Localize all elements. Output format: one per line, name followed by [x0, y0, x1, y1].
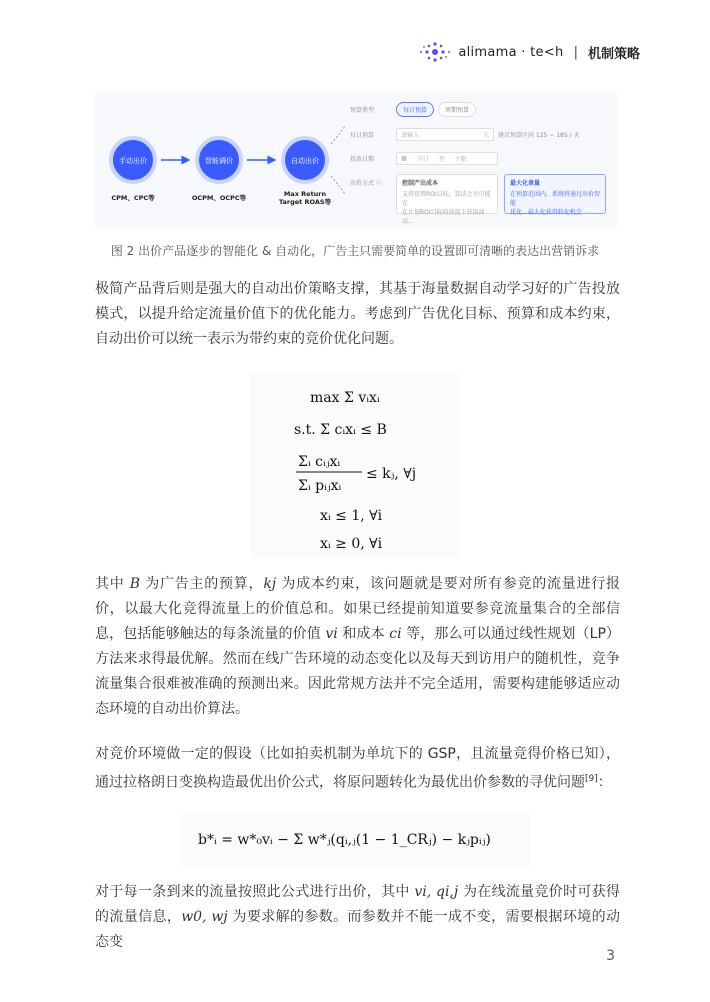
node-auto-label: 自动出价 — [291, 157, 319, 165]
figure-bidding-evolution — [95, 92, 617, 228]
paragraph-1: 极简产品背后则是强大的自动出价策略支撑，其基于海量数据自动学习好的广告投放模式，以提升给定流量价值下的优化能力。考虑到广告优化目标、预算和成本约束，自动出价可以统一表示为带约束的竞价优化问题。 — [95, 281, 620, 347]
formula-line-1: max Σ vᵢxᵢ — [310, 390, 380, 406]
formula-optimal-bid-svg — [180, 812, 530, 866]
end-date: 不限 — [454, 156, 467, 163]
budget-hint: 建议预算区间 125 ~ 185 / 天 — [498, 132, 580, 139]
form-label: 预算类型 — [350, 107, 375, 114]
formula-optimization-svg — [250, 372, 460, 558]
dashed-connector — [331, 126, 345, 144]
node-manual-label: 手动出价 — [119, 157, 147, 165]
formula-line-4: xᵢ ≤ 1, ∀i — [320, 508, 383, 524]
card-title: 控制产出成本 — [402, 180, 439, 187]
formula-line-3-rhs: ≤ kⱼ, ∀j — [366, 466, 417, 482]
figure-caption: 图 2 出价产品逐步的智能化 & 自动化，广告主只需要简单的设置即可清晰的表达出营销诉求 — [110, 244, 600, 258]
brand-name: alimama · te<h — [458, 44, 564, 60]
section-title: 机制策略 — [587, 46, 640, 62]
calendar-icon: ▦ — [401, 155, 407, 162]
form-label: 投放日期 — [350, 156, 375, 163]
node-manual-sub: CPM、CPC等 — [111, 194, 155, 202]
dashed-connector — [331, 176, 345, 194]
form-row-bid-mode — [350, 178, 392, 187]
card-control-cost[interactable] — [396, 174, 498, 225]
form-row-daily-budget — [350, 128, 580, 141]
paragraph-3: 对竞价环境做一定的假设（比如拍卖机制为单坑下的 GSP，且流量竞得价格已知），通过拉格朗日变换构造最优出价公式，将原问题转化为最优出价参数的寻优问题[9]： — [95, 746, 620, 791]
formula-line-3-num: Σᵢ cᵢⱼxᵢ — [298, 454, 341, 470]
date-to: 至 — [438, 156, 445, 163]
date-range-picker[interactable] — [396, 152, 498, 165]
card-desc: 支持设置ROI目标，算法会尽可能在 在计划ROI目标的前提下获取商品... — [402, 191, 491, 225]
node-auto-bid — [279, 138, 332, 206]
citation: [9] — [585, 774, 598, 784]
paragraph-4: 对于每一条到来的流量按照此公式进行出价，其中 vi, qi,j 为在线流量竞价时可获得的流量信息，w0, wj 为要求解的参数。而参数并不能一成不变，需要根据环境的动态变 — [95, 884, 621, 950]
option-period-budget[interactable]: 周期预算 — [438, 102, 476, 117]
formula-line-5: xᵢ ≥ 0, ∀i — [320, 536, 383, 552]
form-label: 每日预算 — [350, 132, 375, 139]
node-smart-bid — [192, 138, 247, 202]
header-separator: | — [573, 44, 578, 60]
formula-line-2: s.t. Σ cᵢxᵢ ≤ B — [294, 422, 387, 438]
option-daily-budget[interactable]: 每日预算 — [396, 102, 434, 117]
form-row-dates — [350, 152, 498, 165]
formula-line-3-den: Σᵢ pᵢⱼxᵢ — [298, 478, 342, 494]
daily-budget-input[interactable] — [396, 128, 494, 141]
bid-settings-form — [350, 98, 612, 225]
formula-bid-text: b*ᵢ = w*₀vᵢ − Σ w*ⱼ(qᵢ,ⱼ(1 − 1_CRⱼ) − kⱼpᵢⱼ) — [198, 832, 491, 848]
card-max-volume[interactable] — [504, 174, 606, 214]
paragraph-2: 其中 B 为广告主的预算，kj 为成本约束，该问题就是要对所有参竞的流量进行报价，以最大化竞得流量上的价值总和。如果已经提前知道要参竞流量集合的全部信息，包括能够触达的每条流量的价值 vi 和成本 ci 等，那么可以通过线性规划（LP）方法来求得最优解。然而在线广告环境的动态变化以及每天到访用户的随机性，竞争流量集合很难被准确的预测出来。因此常规方法并不完全适用，需要构建能够适应动态环境的自动出价算法。 — [95, 576, 621, 717]
node-auto-sub-1: Max Return — [283, 190, 327, 198]
node-smart-label: 智能调价 — [205, 157, 233, 165]
card-title: 最大化拿量 — [510, 180, 541, 187]
bidding-flow-diagram — [95, 92, 345, 228]
card-desc: 在预算范围内，系统将通过出价智能 优化...最大化获得转化机会 — [510, 191, 601, 216]
unit-label: 元 — [482, 132, 489, 139]
form-row-budget-type — [350, 102, 476, 117]
node-auto-sub-2: Target ROAS等 — [278, 198, 332, 206]
start-date: 今日 — [416, 156, 429, 163]
node-smart-sub: OCPM、OCPC等 — [191, 194, 247, 202]
formula-optimization — [250, 372, 460, 558]
input-placeholder: 请输入 — [401, 132, 420, 139]
page-header — [418, 40, 640, 64]
page-number: 3 — [606, 948, 615, 964]
form-label: 出价方式 ⓘ — [350, 180, 382, 187]
node-manual-bid — [111, 138, 155, 202]
alimama-logo-icon — [418, 40, 452, 64]
formula-optimal-bid — [180, 812, 530, 866]
